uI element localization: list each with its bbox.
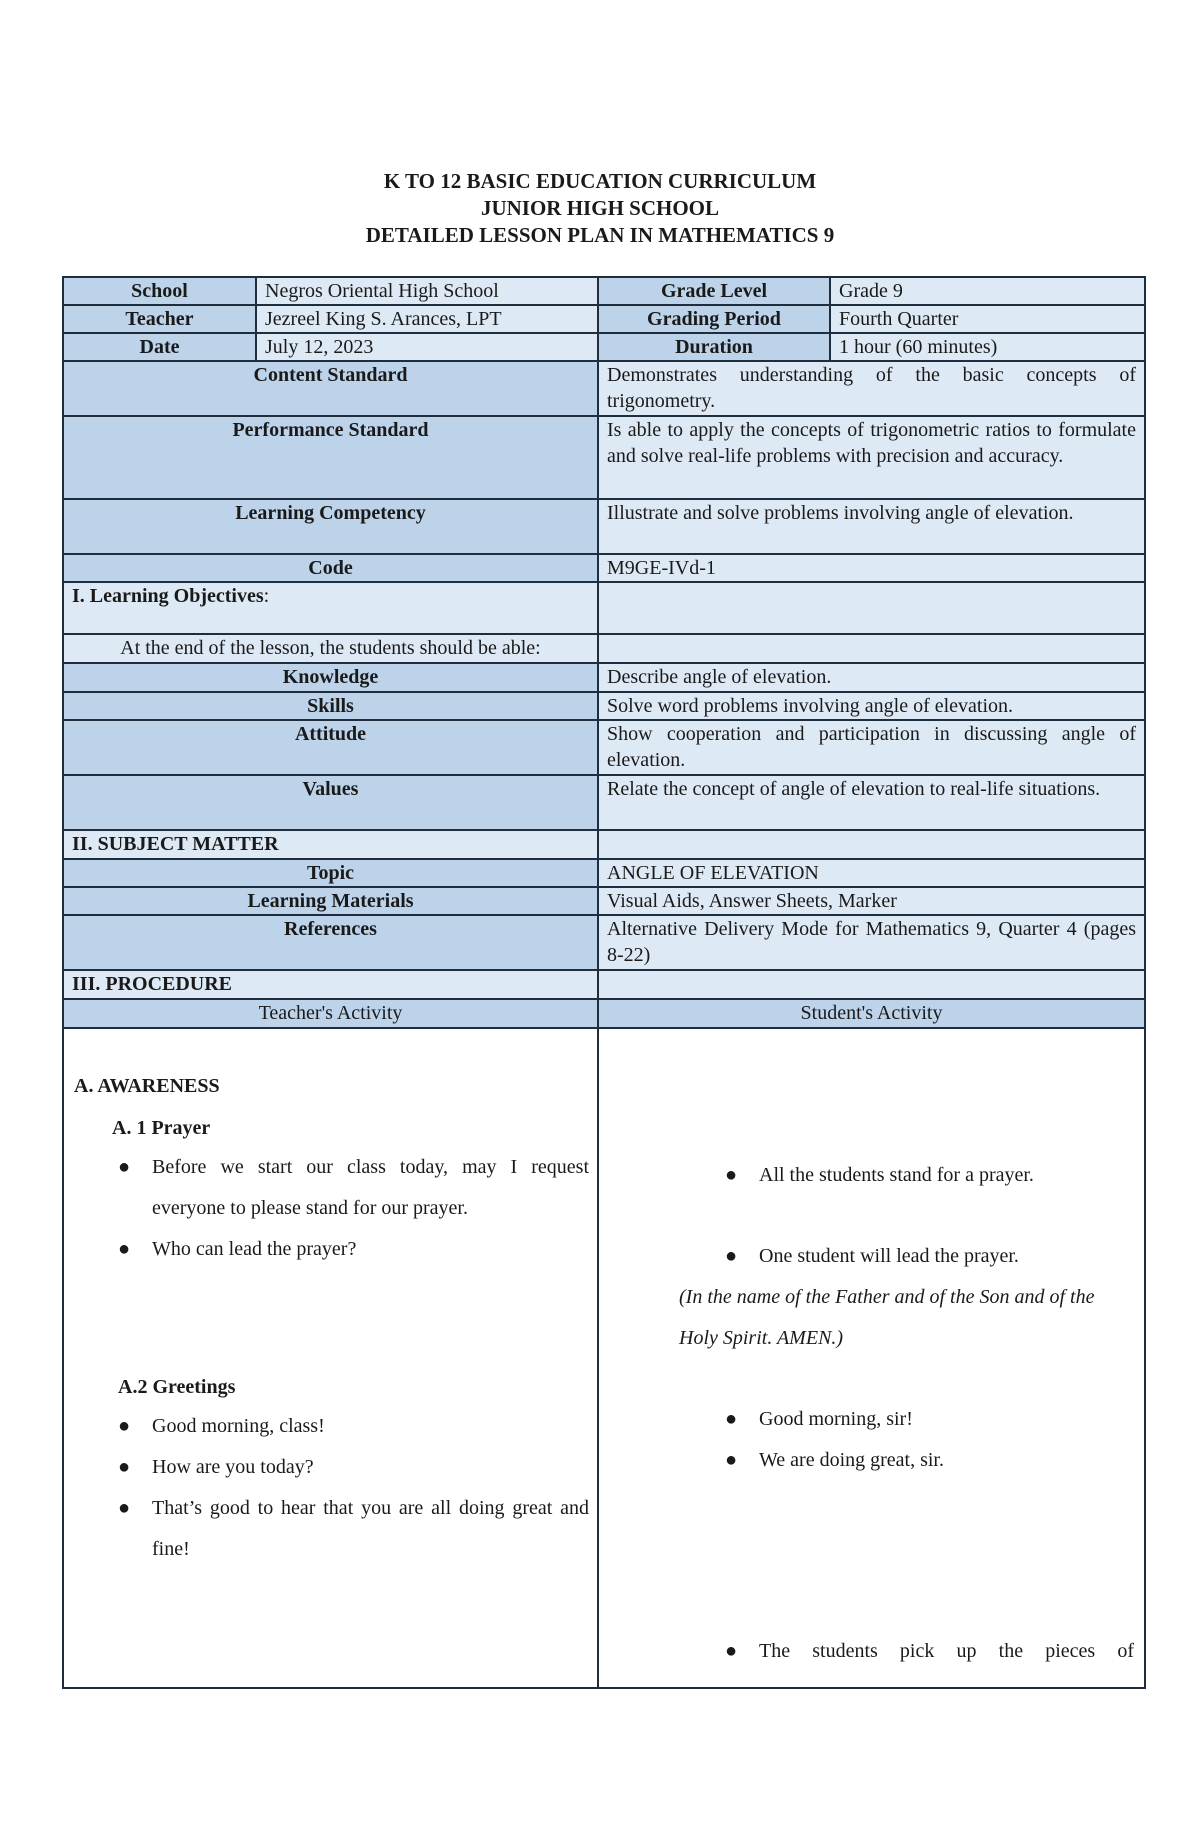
- knowledge-label: Knowledge: [63, 663, 598, 692]
- values-label: Values: [63, 775, 598, 830]
- lesson-plan-table: [62, 276, 1146, 1689]
- skills-value: Solve word problems involving angle of elevation.: [598, 692, 1145, 720]
- list-item: ● Good morning, class!: [118, 1415, 325, 1437]
- date-value: July 12, 2023: [256, 333, 598, 361]
- learning-competency-value: Illustrate and solve problems involving angle of elevation.: [598, 499, 1145, 554]
- skills-label: Skills: [63, 692, 598, 720]
- student-activity-header: Student's Activity: [598, 999, 1145, 1028]
- curriculum-title: K TO 12 BASIC EDUCATION CURRICULUM: [383, 169, 817, 193]
- learning-materials-label: Learning Materials: [63, 887, 598, 915]
- duration-value: 1 hour (60 minutes): [830, 333, 1145, 361]
- student-activity-cell: [598, 1028, 1145, 1688]
- list-item: ● How are you today?: [118, 1456, 314, 1478]
- performance-standard-label: Performance Standard: [63, 416, 598, 499]
- content-standard-value: Demonstrates understanding of the basic concepts of trigonometry.: [598, 361, 1145, 416]
- code-value: M9GE-IVd-1: [598, 554, 1145, 582]
- performance-standard-value: Is able to apply the concepts of trigonometric ratios to formulate and solve real-life problems with precision and accuracy.: [598, 416, 1145, 499]
- grading-period-label: Grading Period: [598, 305, 830, 333]
- awareness-heading: A. AWARENESS: [74, 1075, 220, 1097]
- list-item: ● All the students stand for a prayer.: [725, 1164, 1034, 1186]
- attitude-value: Show cooperation and participation in discussing angle of elevation.: [598, 720, 1145, 775]
- learning-competency-label: Learning Competency: [63, 499, 598, 554]
- list-item: ● Before we start our class today, may I request everyone to please stand for our prayer.: [118, 1156, 589, 1219]
- teacher-label: Teacher: [63, 305, 256, 333]
- school-label: School: [63, 277, 256, 305]
- document-header: [0, 168, 1200, 249]
- topic-value: ANGLE OF ELEVATION: [598, 859, 1145, 887]
- subject-matter-heading: II. SUBJECT MATTER: [63, 830, 598, 859]
- greetings-heading: A.2 Greetings: [118, 1376, 236, 1398]
- school-value: Negros Oriental High School: [256, 277, 598, 305]
- list-item: ● The students pick up the pieces of: [725, 1640, 1134, 1662]
- duration-label: Duration: [598, 333, 830, 361]
- references-value: Alternative Delivery Mode for Mathematics 9, Quarter 4 (pages 8-22): [598, 915, 1145, 970]
- attitude-label: Attitude: [63, 720, 598, 775]
- teacher-prayer-list: [72, 1147, 589, 1270]
- list-item: ● One student will lead the prayer.: [725, 1245, 1019, 1267]
- topic-label: Topic: [63, 859, 598, 887]
- values-value: Relate the concept of angle of elevation to real-life situations.: [598, 775, 1145, 830]
- learning-objectives-heading: I. Learning Objectives:: [63, 582, 598, 634]
- objectives-intro: At the end of the lesson, the students should be able:: [63, 634, 598, 663]
- teacher-value: Jezreel King S. Arances, LPT: [256, 305, 598, 333]
- lesson-plan-title: DETAILED LESSON PLAN IN MATHEMATICS 9: [365, 223, 835, 247]
- student-prayer-list: [607, 1155, 1136, 1277]
- student-activity-list: [607, 1631, 1136, 1672]
- list-item: ● Who can lead the prayer?: [118, 1238, 357, 1260]
- prayer-text: (In the name of the Father and of the Son and of the Holy Spirit. AMEN.): [679, 1286, 1095, 1349]
- list-item: ● That’s good to hear that you are all doing great and fine!: [118, 1497, 589, 1560]
- list-item: ● Good morning, sir!: [725, 1408, 913, 1430]
- code-label: Code: [63, 554, 598, 582]
- references-label: References: [63, 915, 598, 970]
- student-greetings-list: [607, 1399, 1136, 1481]
- prayer-heading: A. 1 Prayer: [112, 1117, 211, 1139]
- school-level-title: JUNIOR HIGH SCHOOL: [480, 196, 720, 220]
- knowledge-value: Describe angle of elevation.: [598, 663, 1145, 692]
- list-item: ● We are doing great, sir.: [725, 1449, 944, 1471]
- teacher-activity-cell: [63, 1028, 598, 1688]
- date-label: Date: [63, 333, 256, 361]
- content-standard-label: Content Standard: [63, 361, 598, 416]
- grade-level-value: Grade 9: [830, 277, 1145, 305]
- grading-period-value: Fourth Quarter: [830, 305, 1145, 333]
- teacher-activity-header: Teacher's Activity: [63, 999, 598, 1028]
- grade-level-label: Grade Level: [598, 277, 830, 305]
- procedure-heading: III. PROCEDURE: [63, 970, 598, 999]
- teacher-greetings-list: [72, 1406, 589, 1570]
- learning-materials-value: Visual Aids, Answer Sheets, Marker: [598, 887, 1145, 915]
